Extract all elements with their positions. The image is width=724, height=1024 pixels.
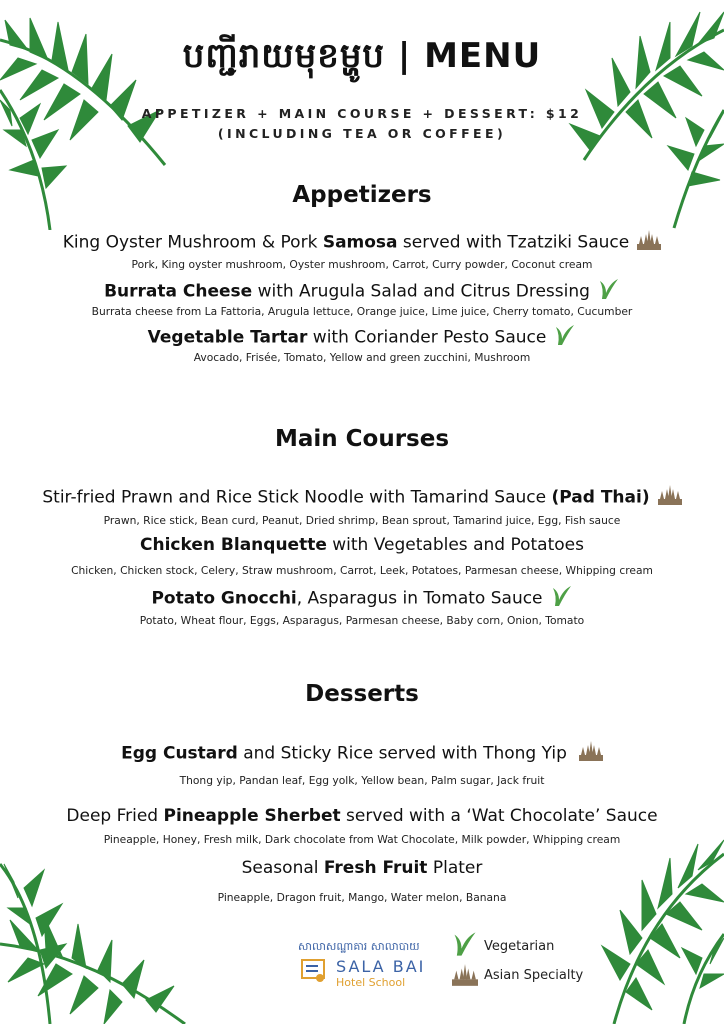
- main-3-title: Potato Gnocchi, Asparagus in Tomato Sauce: [0, 584, 724, 613]
- main-1-title: Stir-fried Prawn and Rice Stick Noodle with Tamarind Sauce (Pad Thai): [0, 485, 724, 510]
- menu-title: បញ្ជីរាយមុខម្ហូប | MENU: [182, 36, 542, 76]
- price-line: APPETIZER + MAIN COURSE + DESSERT: $12: [141, 106, 583, 121]
- leaf-icon: [551, 584, 573, 613]
- dessert-3-ingredients: Pineapple, Dragon fruit, Mango, Water melon, Banana: [217, 891, 507, 904]
- includes-line: (INCLUDING TEA OR COFFEE): [217, 126, 507, 141]
- main-1-ingredients: Prawn, Rice stick, Bean curd, Peanut, Dried shrimp, Bean sprout, Tamarind juice, Egg, Fish sauce: [103, 514, 621, 527]
- dessert-1-ingredients: Thong yip, Pandan leaf, Egg yolk, Yellow bean, Palm sugar, Jack fruit: [179, 774, 545, 787]
- appetizer-3-ingredients: Avocado, Frisée, Tomato, Yellow and green zucchini, Mushroom: [193, 351, 531, 364]
- main-2-title: Chicken Blanquette with Vegetables and Potatoes: [140, 535, 584, 555]
- hotel-school-icon: [300, 958, 330, 984]
- main-2-ingredients: Chicken, Chicken stock, Celery, Straw mushroom, Carrot, Leek, Potatoes, Parmesan cheese, Whipping cream: [71, 564, 653, 577]
- appetizer-3-title: Vegetable Tartar with Coriander Pesto Sauce: [0, 323, 724, 352]
- legend-asian-label: Asian Specialty: [484, 968, 584, 983]
- temple-icon: [579, 741, 603, 766]
- main-3-ingredients: Potato, Wheat flour, Eggs, Asparagus, Parmesan cheese, Baby corn, Onion, Tomato: [139, 614, 585, 627]
- sala-bai-logo: [298, 940, 438, 1000]
- leaf-icon: [554, 323, 576, 352]
- palm-leaves-bottom-left-icon: [0, 824, 190, 1024]
- leaf-icon: [598, 277, 620, 306]
- appetizers-heading: Appetizers: [292, 182, 432, 208]
- temple-icon: [658, 485, 682, 510]
- main-courses-heading: Main Courses: [274, 426, 450, 452]
- temple-icon: [637, 230, 661, 255]
- appetizer-1-ingredients: Pork, King oyster mushroom, Oyster mushroom, Carrot, Curry powder, Coconut cream: [131, 258, 593, 271]
- legend-vegetarian-label: Vegetarian: [484, 939, 555, 954]
- dessert-1-title: Egg Custard and Sticky Rice served with Thong Yip: [0, 741, 724, 766]
- logo-name: SALA BAI: [336, 957, 426, 976]
- logo-khmer-text: សាលាសណ្ឋាគារ សាលាបាយ: [298, 940, 420, 953]
- appetizer-2-title: Burrata Cheese with Arugula Salad and Citrus Dressing: [0, 277, 724, 306]
- legend-asian-specialty: [452, 964, 584, 990]
- appetizer-2-ingredients: Burrata cheese from La Fattoria, Arugula lettuce, Orange juice, Lime juice, Cherry tomato, Cucumber: [91, 305, 633, 318]
- dessert-2-title: Deep Fried Pineapple Sherbet served with a ‘Wat Chocolate’ Sauce: [66, 806, 658, 826]
- leaf-icon: [452, 930, 478, 958]
- legend-vegetarian: [452, 930, 555, 962]
- dessert-2-ingredients: Pineapple, Honey, Fresh milk, Dark chocolate from Wat Chocolate, Milk powder, Whipping cream: [103, 833, 621, 846]
- dessert-3-title: Seasonal Fresh Fruit Plater: [241, 858, 483, 878]
- logo-subtitle: Hotel School: [336, 976, 406, 989]
- appetizer-1-title: King Oyster Mushroom & Pork Samosa served with Tzatziki Sauce: [0, 230, 724, 255]
- desserts-heading: Desserts: [305, 681, 419, 707]
- temple-icon: [452, 964, 478, 986]
